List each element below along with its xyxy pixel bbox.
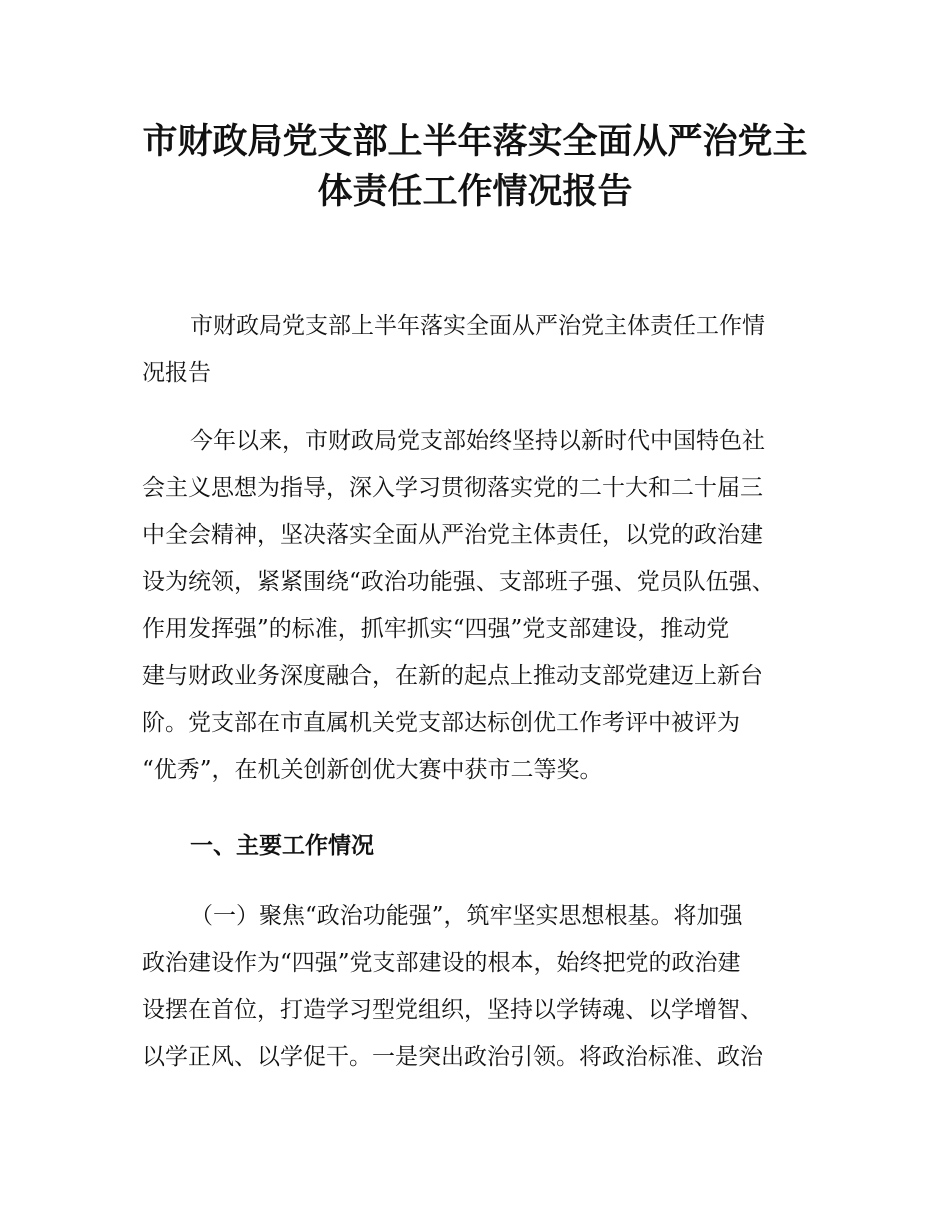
- paragraph-section-1: [142, 893, 763, 1081]
- paragraph-intro: [142, 418, 775, 794]
- text-line: （一）聚焦“政治功能强”，筑牢坚实思想根基。将加强: [190, 903, 743, 929]
- text-line: 今年以来，市财政局党支部始终坚持以新时代中国特色社: [190, 428, 765, 454]
- text-line: 作用发挥强”的标准，抓牢抓实“四强”党支部建设，推动党: [142, 616, 730, 642]
- text-line: 况报告: [142, 360, 211, 386]
- text-line: 会主义思想为指导，深入学习贯彻落实党的二十大和二十届三: [142, 475, 763, 501]
- text-line: 设摆在首位，打造学习型党组织，坚持以学铸魂、以学增智、: [142, 997, 763, 1023]
- text-line: 建与财政业务深度融合，在新的起点上推动支部党建迈上新台: [142, 663, 763, 689]
- text-line: 中全会精神，坚决落实全面从严治党主体责任，以党的政治建: [142, 522, 763, 548]
- text-line: 政治建设作为“四强”党支部建设的根本，始终把党的政治建: [142, 950, 741, 976]
- document-title-line-2: 体责任工作情况报告: [317, 171, 633, 212]
- text-line: 以学正风、以学促干。一是突出政治引领。将政治标准、政治: [142, 1044, 763, 1070]
- document-title-line-1: 市财政局党支部上半年落实全面从严治党主: [142, 121, 808, 162]
- text-line: 阶。党支部在市直属机关党支部达标创优工作考评中被评为: [142, 710, 740, 736]
- paragraph-subtitle: [142, 303, 765, 397]
- text-line: “优秀”，在机关创新创优大赛中获市二等奖。: [142, 757, 603, 783]
- section-heading: [142, 823, 374, 870]
- text-line: 市财政局党支部上半年落实全面从严治党主体责任工作情: [190, 313, 765, 339]
- section-heading-text: 一、主要工作情况: [190, 833, 374, 859]
- text-line: 设为统领，紧紧围绕“政治功能强、支部班子强、党员队伍强、: [142, 569, 775, 595]
